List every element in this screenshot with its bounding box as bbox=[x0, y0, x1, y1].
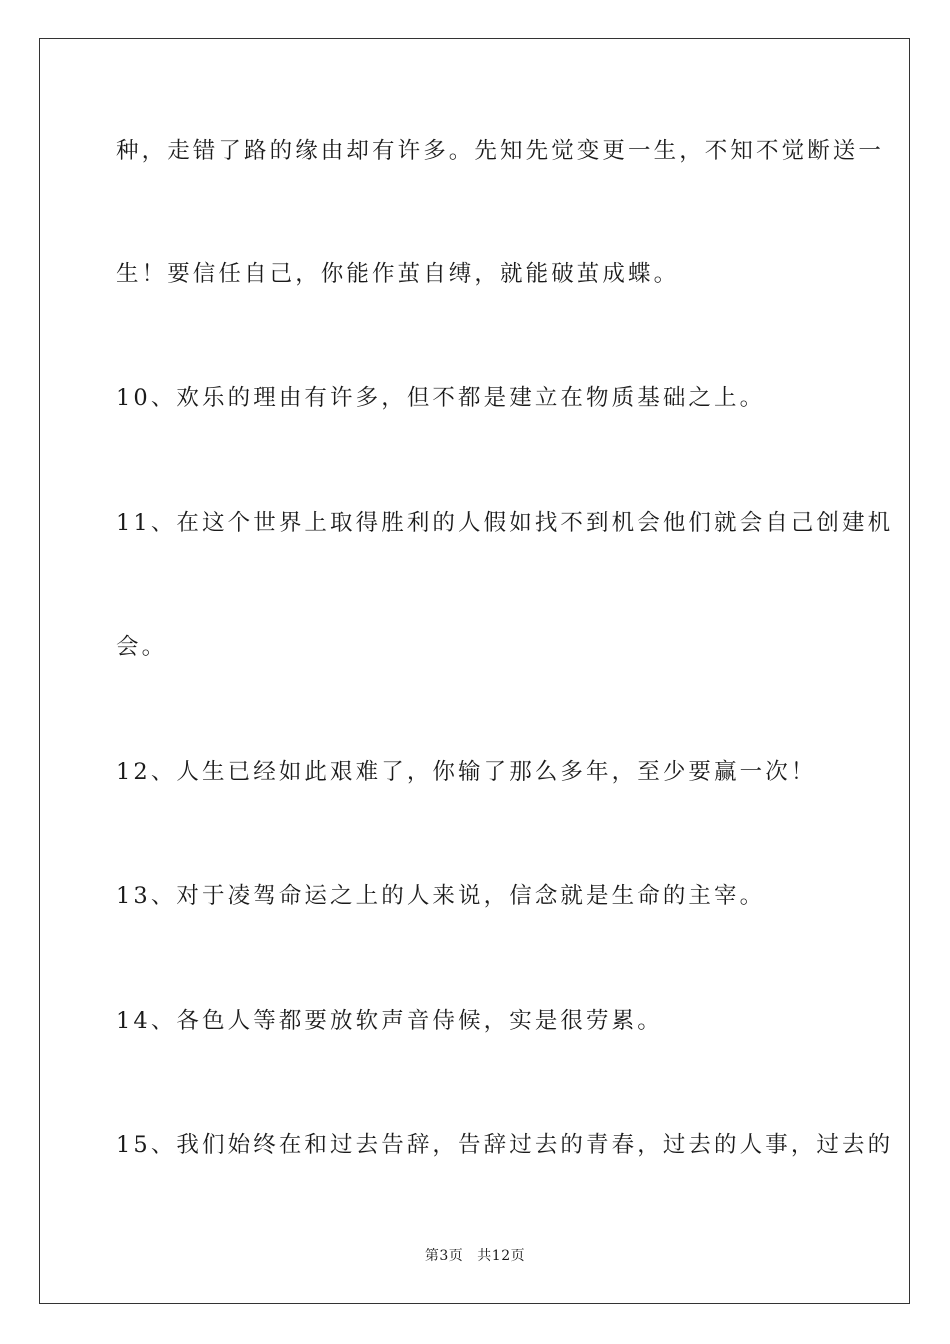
text-line: 生！要信任自己，你能作茧自缚，就能破茧成蝶。 bbox=[116, 261, 680, 287]
page-footer bbox=[0, 1246, 950, 1266]
total-pages-label: 共12页 bbox=[477, 1248, 526, 1264]
text-line: 10、欢乐的理由有许多，但不都是建立在物质基础之上。 bbox=[116, 385, 766, 411]
text-line: 12、人生已经如此艰难了，你输了那么多年，至少要赢一次！ bbox=[116, 759, 817, 785]
text-line: 14、各色人等都要放软声音侍候，实是很劳累。 bbox=[116, 1008, 663, 1034]
text-line: 会。 bbox=[116, 634, 168, 660]
current-page-label: 第3页 bbox=[424, 1248, 464, 1264]
page-border bbox=[39, 38, 910, 1304]
text-line: 13、对于凌驾命运之上的人来说，信念就是生命的主宰。 bbox=[116, 883, 766, 909]
text-line: 15、我们始终在和过去告辞，告辞过去的青春，过去的人事，过去的 bbox=[116, 1132, 894, 1158]
text-line: 11、在这个世界上取得胜利的人假如找不到机会他们就会自己创建机 bbox=[116, 510, 894, 536]
text-line: 种，走错了路的缘由却有许多。先知先觉变更一生，不知不觉断送一 bbox=[116, 138, 885, 164]
